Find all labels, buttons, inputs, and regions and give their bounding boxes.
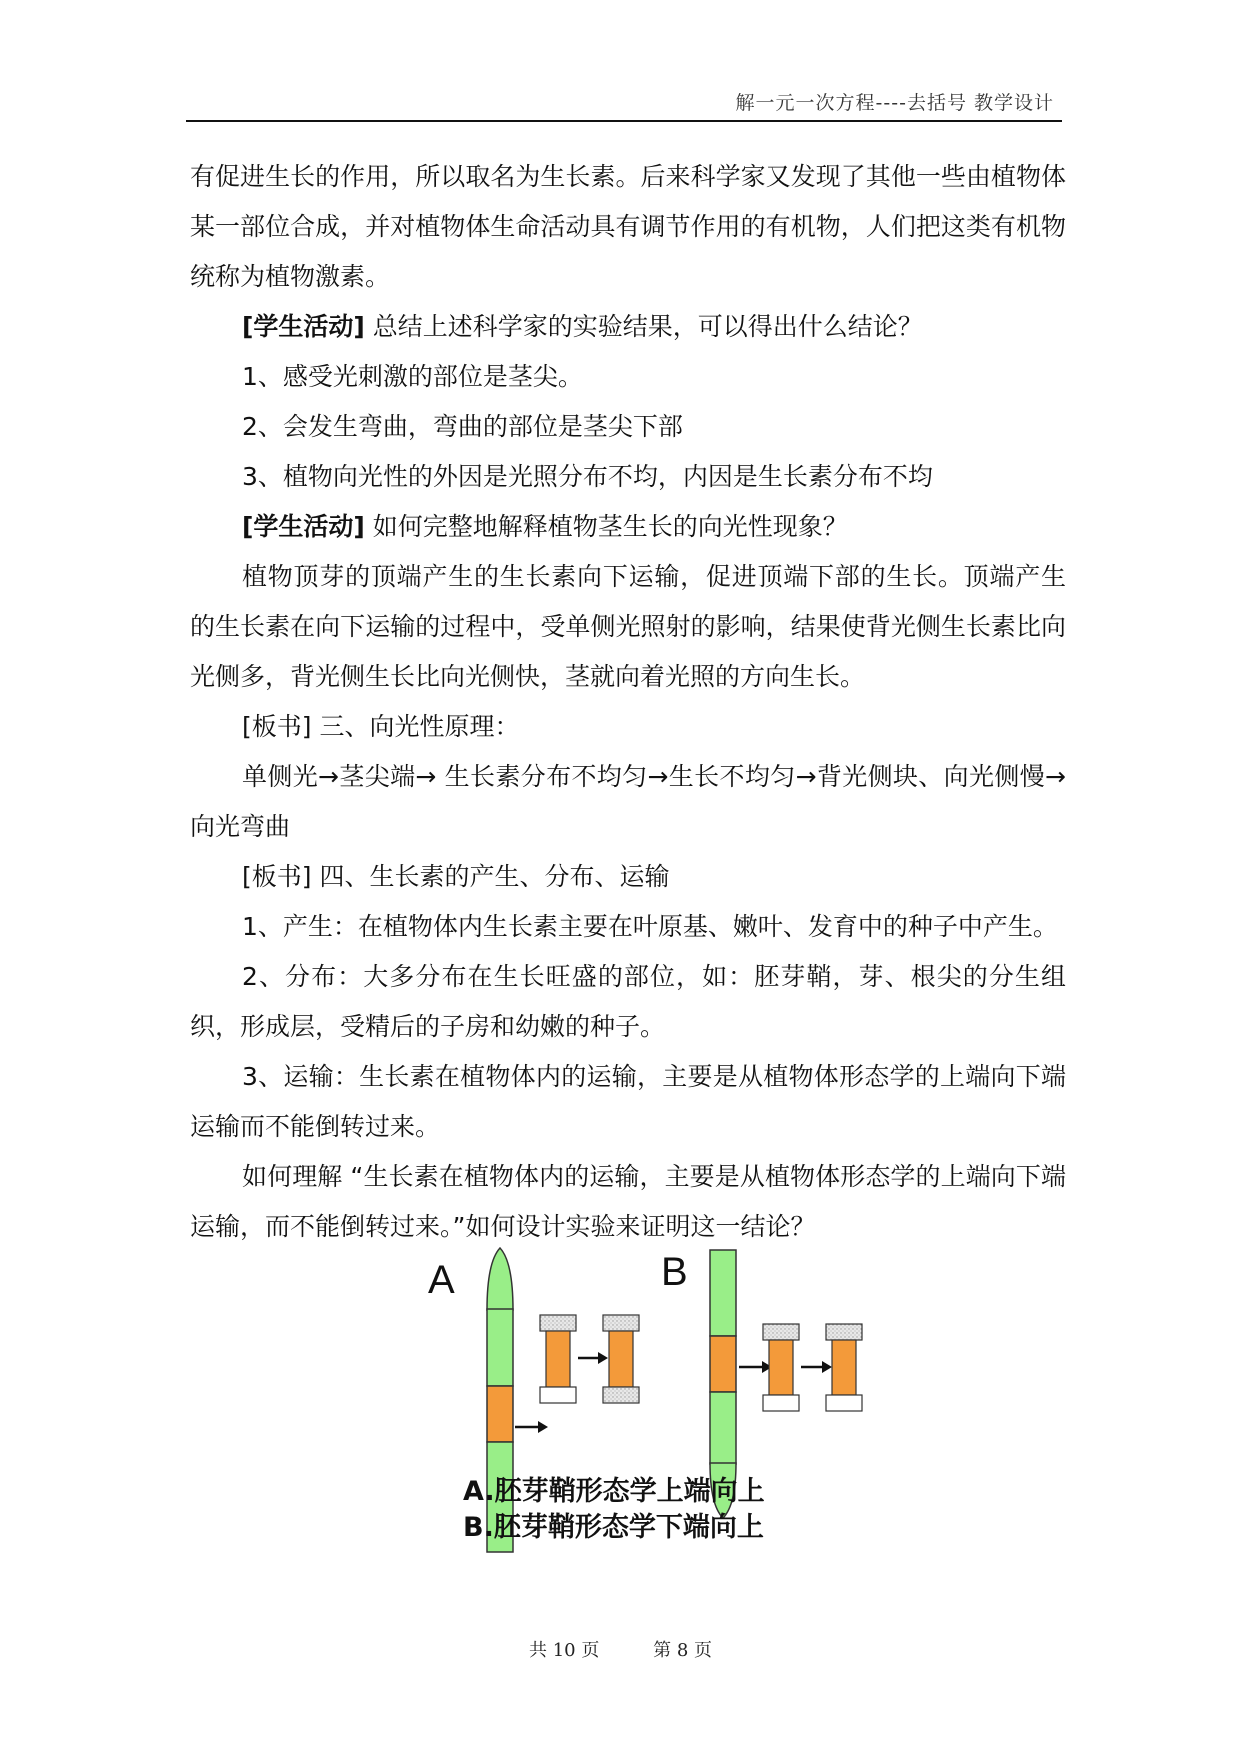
paragraph-1: 有促进生长的作用，所以取名为生长素。后来科学家又发现了其他一些由植物体某一部位合成，并对植物体生命活动具有调节作用的有机物，人们把这类有机物统称为植物激素。: [190, 162, 1066, 291]
figure-label-a: A: [428, 1258, 455, 1302]
figure-caption-b: B.胚芽鞘形态学下端向上: [463, 1512, 764, 1543]
figure-label-b: B: [661, 1250, 688, 1294]
paragraph-question: 如何理解 “生长素在植物体内的运输，主要是从植物体形态学的上端向下端运输，而不能倒转过来。”如何设计实验来证明这一结论？: [190, 1162, 1066, 1241]
page-number: 第 8 页: [653, 1640, 712, 1661]
paragraph-explanation: 植物顶芽的顶端产生的生长素向下运输，促进顶端下部的生长。顶端产生的生长素在向下运输的过程中，受单侧光照射的影响，结果使背光侧生长素比向光侧多，背光侧生长比向光侧快，茎就向着光照的方向生长。: [190, 562, 1066, 691]
header-title: 解一元一次方程----去括号 教学设计: [735, 92, 1054, 114]
page-total: 共 10 页: [529, 1640, 600, 1661]
figure-caption-a: A.胚芽鞘形态学上端向上: [463, 1476, 765, 1507]
auxin-transport: 3、运输：生长素在植物体内的运输，主要是从植物体形态学的上端向下端运输而不能倒转过来。: [190, 1062, 1066, 1141]
auxin-production: 1、产生：在植物体内生长素主要在叶原基、嫩叶、发育中的种子中产生。: [242, 912, 1058, 941]
auxin-distribution: 2、分布：大多分布在生长旺盛的部位，如：胚芽鞘，芽、根尖的分生组织，形成层，受精后的子房和幼嫩的种子。: [190, 962, 1066, 1041]
arrow-b1: [739, 1361, 772, 1373]
block-stack-b1: [763, 1324, 799, 1411]
activity-tag: [学生活动]: [242, 312, 365, 341]
page-footer: [0, 1636, 1241, 1662]
activity-text: 总结上述科学家的实验结果，可以得出什么结论？: [364, 312, 923, 341]
activity-text: 如何完整地解释植物茎生长的向光性现象？: [364, 512, 848, 541]
phototropism-chain: 单侧光→茎尖端→ 生长素分布不均匀→生长不均匀→背光侧块、向光侧慢→向光弯曲: [190, 762, 1066, 841]
board-note-4: [板书] 四、生长素的产生、分布、运输: [242, 862, 670, 891]
block-stack-a1: [540, 1315, 576, 1403]
conclusion-3: 3、植物向光性的外因是光照分布不均，内因是生长素分布不均: [242, 462, 933, 491]
board-note-3: [板书] 三、向光性原理：: [242, 712, 520, 741]
arrow-b2: [801, 1361, 832, 1373]
conclusion-1: 1、感受光刺激的部位是茎尖。: [242, 362, 583, 391]
arrow-a2: [578, 1352, 608, 1364]
conclusion-2: 2、会发生弯曲，弯曲的部位是茎尖下部: [242, 412, 683, 441]
arrow-a1: [515, 1421, 548, 1433]
block-stack-a2: [603, 1315, 639, 1403]
activity-tag: [学生活动]: [242, 512, 365, 541]
block-stack-b2: [826, 1324, 862, 1411]
